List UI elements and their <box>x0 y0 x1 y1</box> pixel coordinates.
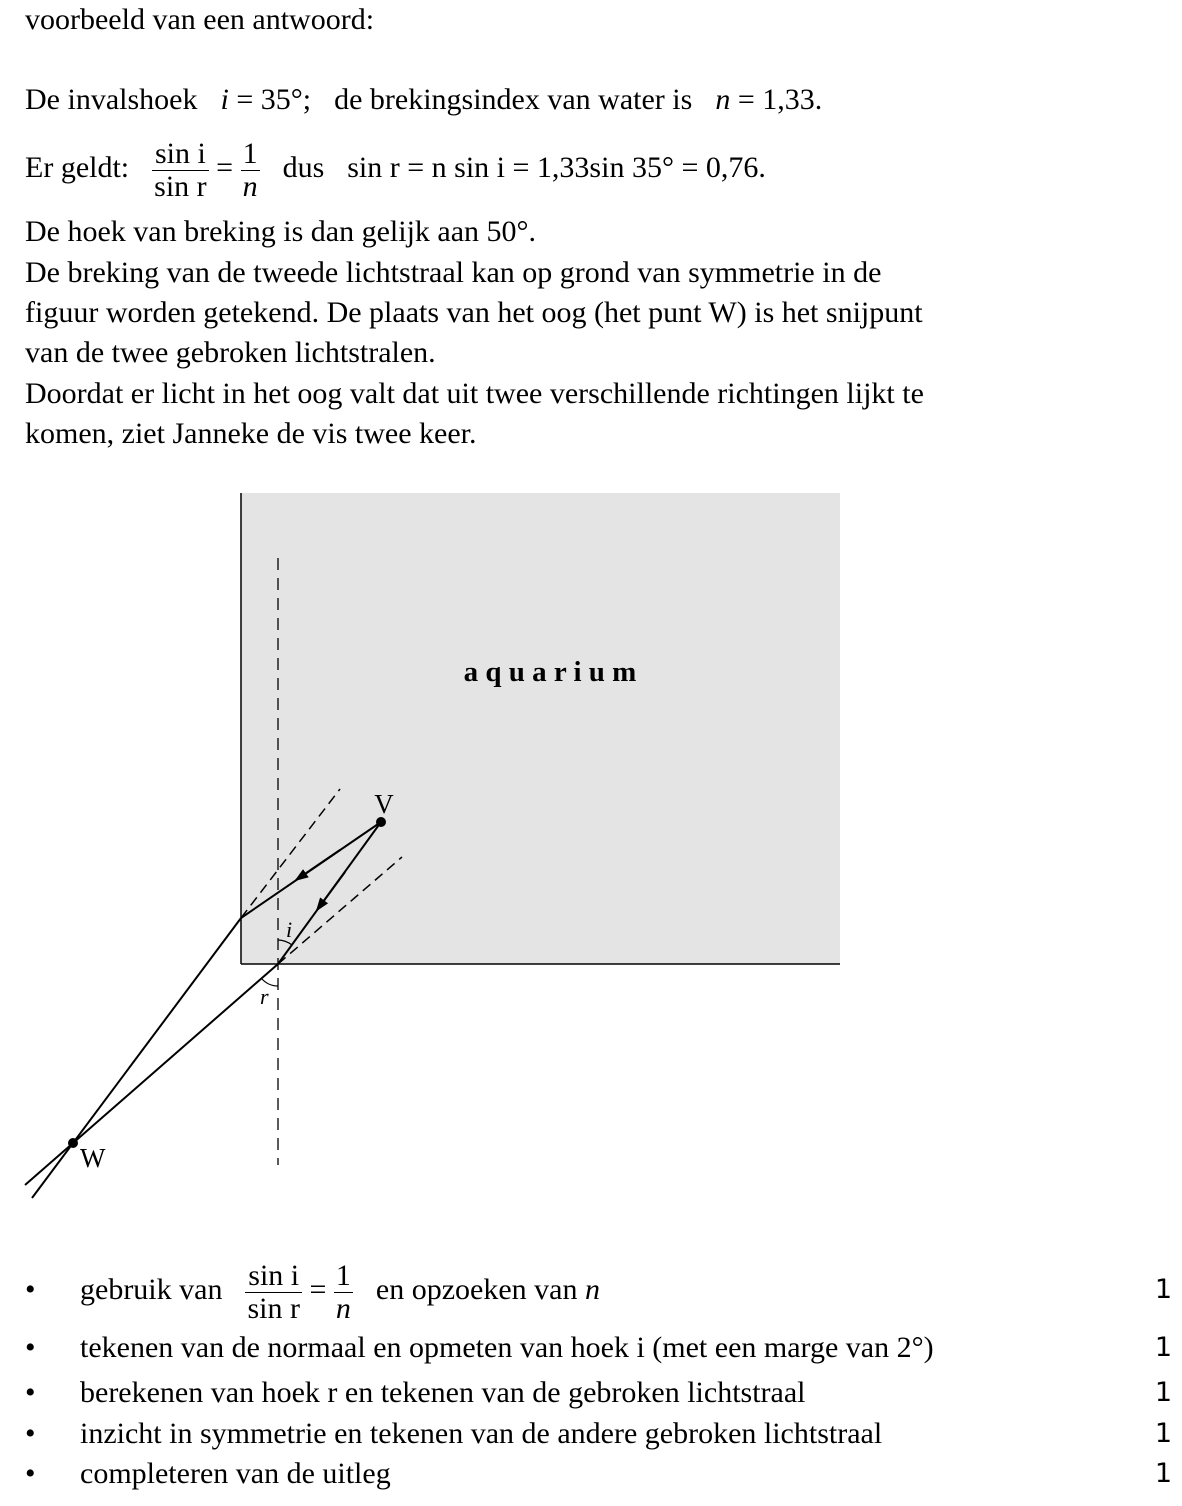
rubric-fraction-n: n <box>335 1291 351 1325</box>
rubric-score: 1 <box>1154 1418 1172 1449</box>
given-line <box>25 80 822 120</box>
point-v-label: V <box>374 789 394 819</box>
ray-lower-refracted <box>25 964 278 1185</box>
rubric-fraction-one-over-n <box>334 1260 353 1325</box>
rubric-fraction-denominator: sin r <box>247 1291 300 1325</box>
symbol-i: i <box>220 83 229 116</box>
bullet-icon: • <box>25 1417 36 1450</box>
rubric-text: inzicht in symmetrie en tekenen van de andere gebroken lichtstraal <box>80 1417 883 1450</box>
bullet-icon: • <box>25 1331 36 1364</box>
aquarium-diagram <box>0 470 1182 1210</box>
formula-dus: dus <box>282 151 325 184</box>
formula-line: Er geldt: $\frac{\text{sin i}}{\text{sin r}}$ = $\frac{1}{n}$ dus sin r = n sin i = 1,33sin 35° = 0,76. <box>25 136 766 203</box>
rubric-before: gebruik van <box>80 1273 223 1306</box>
formula-calculation: sin r = n sin i = 1,33sin 35° = 0,76. <box>347 151 766 184</box>
rubric-score: 1 <box>1154 1377 1172 1408</box>
rubric-fraction-sin <box>245 1260 302 1325</box>
paragraph-line: Doordat er licht in het oog valt dat uit twee verschillende richtingen lijkt te <box>25 377 924 410</box>
rubric-score: 1 <box>1154 1274 1172 1305</box>
rubric-item <box>0 1454 1182 1494</box>
rubric-after: en opzoeken van <box>375 1273 578 1306</box>
given-prefix: De invalshoek <box>25 83 198 116</box>
intro-text: voorbeeld van een antwoord: <box>25 3 375 36</box>
rubric-fraction-numerator: sin i <box>248 1258 300 1292</box>
bullet-icon: • <box>25 1376 36 1409</box>
paragraph-line: van de twee gebroken lichtstralen. <box>25 336 436 369</box>
value-i: = 35°; <box>228 83 312 116</box>
point-w-dot <box>68 1138 78 1148</box>
given-middle: de brekingsindex van water is <box>334 83 693 116</box>
symbol-n: n <box>715 83 731 116</box>
fraction-denominator: sin r <box>154 169 207 203</box>
fraction-one: 1 <box>242 136 258 170</box>
paragraph-line: De hoek van breking is dan gelijk aan 50°. <box>25 215 537 248</box>
bullet-icon: • <box>25 1273 36 1306</box>
angle-r-label: r <box>260 984 269 1009</box>
rubric-text: completeren van de uitleg <box>80 1457 391 1490</box>
aquarium-label: a q u a r i u m <box>463 656 637 688</box>
rubric-fraction-one: 1 <box>335 1258 351 1292</box>
paragraph-line: komen, ziet Janneke de vis twee keer. <box>25 417 477 450</box>
paragraph-line: figuur worden getekend. De plaats van het oog (het punt W) is het snijpunt <box>25 296 923 329</box>
aquarium-tank <box>241 493 840 964</box>
rubric-item <box>0 1250 1182 1330</box>
rubric-item <box>0 1328 1182 1368</box>
formula-prefix: Er geldt: <box>25 151 130 184</box>
value-n: = 1,33. <box>730 83 823 116</box>
rubric-score: 1 <box>1154 1332 1172 1363</box>
rubric-score: 1 <box>1154 1458 1172 1489</box>
fraction-numerator: sin i <box>154 136 206 170</box>
rubric-item <box>0 1414 1182 1454</box>
fraction-sin <box>152 138 209 203</box>
rubric-text: tekenen van de normaal en opmeten van hoek i (met een marge van 2°) <box>80 1331 934 1364</box>
rubric-item <box>0 1373 1182 1413</box>
rubric-after-symbol: n <box>584 1273 600 1306</box>
rubric-text: gebruik van $\frac{\text{sin i}}{\text{sin r}}$ = $\frac{1}{n}$ en opzoeken van n <box>80 1258 600 1325</box>
ray-upper-refracted <box>32 918 241 1198</box>
angle-i-label: i <box>286 917 293 942</box>
bullet-icon: • <box>25 1457 36 1490</box>
point-w-label: W <box>80 1143 106 1173</box>
fraction-one-over-n <box>241 138 260 203</box>
paragraph-line: De breking van de tweede lichtstraal kan op grond van symmetrie in de <box>25 256 882 289</box>
rubric-text: berekenen van hoek r en tekenen van de gebroken lichtstraal <box>80 1376 806 1409</box>
fraction-n: n <box>242 169 258 203</box>
